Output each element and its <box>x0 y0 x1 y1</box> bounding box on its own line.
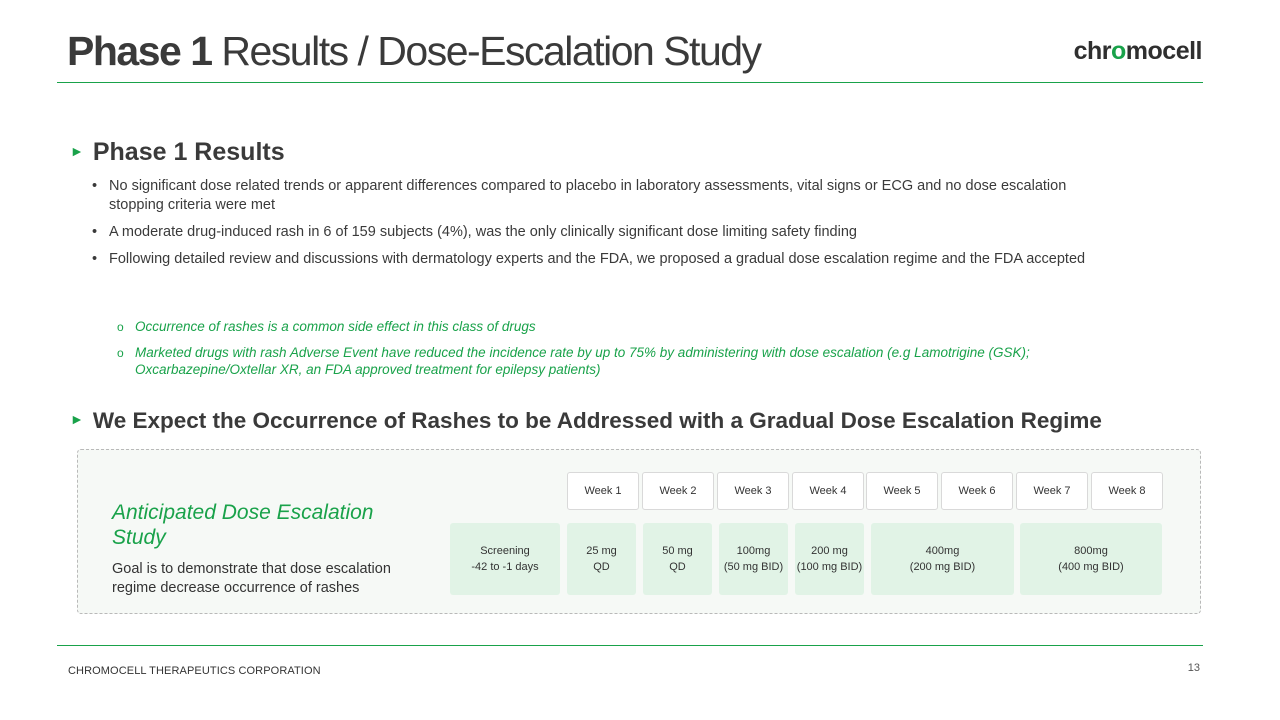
bullet-item: • Following detailed review and discussions with dermatology experts and the FDA, we proposed a gradual dose escalation regime and the FDA accepted <box>92 250 1122 269</box>
study-title: Anticipated Dose Escalation Study <box>112 501 374 549</box>
header-divider <box>57 82 1203 83</box>
dose-box-weeks5-6 <box>871 523 1014 595</box>
dose-schedule: (50 mg BID) <box>723 561 784 573</box>
dose-schedule: (100 mg BID) <box>796 561 863 573</box>
logo-text-start: chr <box>1073 37 1112 65</box>
dose-schedule: -42 to -1 days <box>471 561 539 573</box>
dose-amount: Screening <box>480 545 530 557</box>
sub-bullet-item: o Marketed drugs with rash Adverse Event have reduced the incidence rate by up to 75% by administering with dose escalation (e.g Lamotrigine (GSK); Oxcarbazepine/Oxtellar XR, an FDA approved treatment for epilepsy patients) <box>117 344 1117 378</box>
dose-schedule: (200 mg BID) <box>909 561 976 573</box>
dose-amount: 50 mg <box>662 545 693 557</box>
page-number: 13 <box>1187 662 1200 674</box>
dose-amount: 100mg <box>736 545 771 557</box>
dose-amount: 800mg <box>1074 545 1108 557</box>
section-heading-text: We Expect the Occurrence of Rashes to be Addressed with a Gradual Dose Escalation Regime <box>92 408 1102 433</box>
page-title-bold: Phase 1 <box>67 28 212 74</box>
dose-box-week1 <box>567 523 636 595</box>
company-logo <box>1074 37 1202 66</box>
dose-box-week3 <box>719 523 788 595</box>
week-header: Week 3 <box>717 472 789 510</box>
section-heading-text: Phase 1 Results <box>92 138 285 166</box>
dose-box-week2 <box>643 523 712 595</box>
results-bullet-list <box>92 177 1122 277</box>
dose-box-weeks7-8 <box>1020 523 1162 595</box>
page-title <box>67 28 761 75</box>
dose-amount: 400mg <box>925 545 960 557</box>
week-header: Week 7 <box>1016 472 1088 510</box>
caret-right-icon: ► <box>70 143 84 159</box>
logo-accent-o: o <box>1111 37 1126 65</box>
dose-amount: 200 mg <box>811 545 848 557</box>
dose-box-week4 <box>795 523 864 595</box>
bullet-item: • No significant dose related trends or apparent differences compared to placebo in laboratory assessments, vital signs or ECG and no dose escalation stopping criteria were met <box>92 177 1122 215</box>
dose-schedule: (400 mg BID) <box>1058 561 1124 573</box>
dose-schedule: QD <box>669 561 686 573</box>
week-header: Week 1 <box>567 472 639 510</box>
dose-box-screening <box>450 523 560 595</box>
week-header: Week 8 <box>1091 472 1163 510</box>
caret-right-icon: ► <box>70 411 84 427</box>
study-description: Goal is to demonstrate that dose escalation regime decrease occurrence of rashes <box>112 561 391 596</box>
week-header: Week 2 <box>642 472 714 510</box>
week-header: Week 5 <box>866 472 938 510</box>
bullet-item: • A moderate drug-induced rash in 6 of 159 subjects (4%), was the only clinically significant dose limiting safety finding <box>92 223 1122 242</box>
sub-bullet-list <box>117 318 1117 387</box>
section-heading-phase1 <box>70 138 285 167</box>
section-heading-expectation <box>70 408 1102 434</box>
week-header: Week 6 <box>941 472 1013 510</box>
sub-bullet-item: o Occurrence of rashes is a common side effect in this class of drugs <box>117 318 1117 335</box>
dose-schedule: QD <box>593 561 610 573</box>
page-title-rest: Results / Dose-Escalation Study <box>211 28 761 74</box>
footer-divider <box>57 645 1203 646</box>
week-header: Week 4 <box>792 472 864 510</box>
dose-amount: 25 mg <box>586 545 617 557</box>
footer-company: CHROMOCELL THERAPEUTICS CORPORATION <box>68 665 321 677</box>
logo-text-end: mocell <box>1125 37 1202 65</box>
